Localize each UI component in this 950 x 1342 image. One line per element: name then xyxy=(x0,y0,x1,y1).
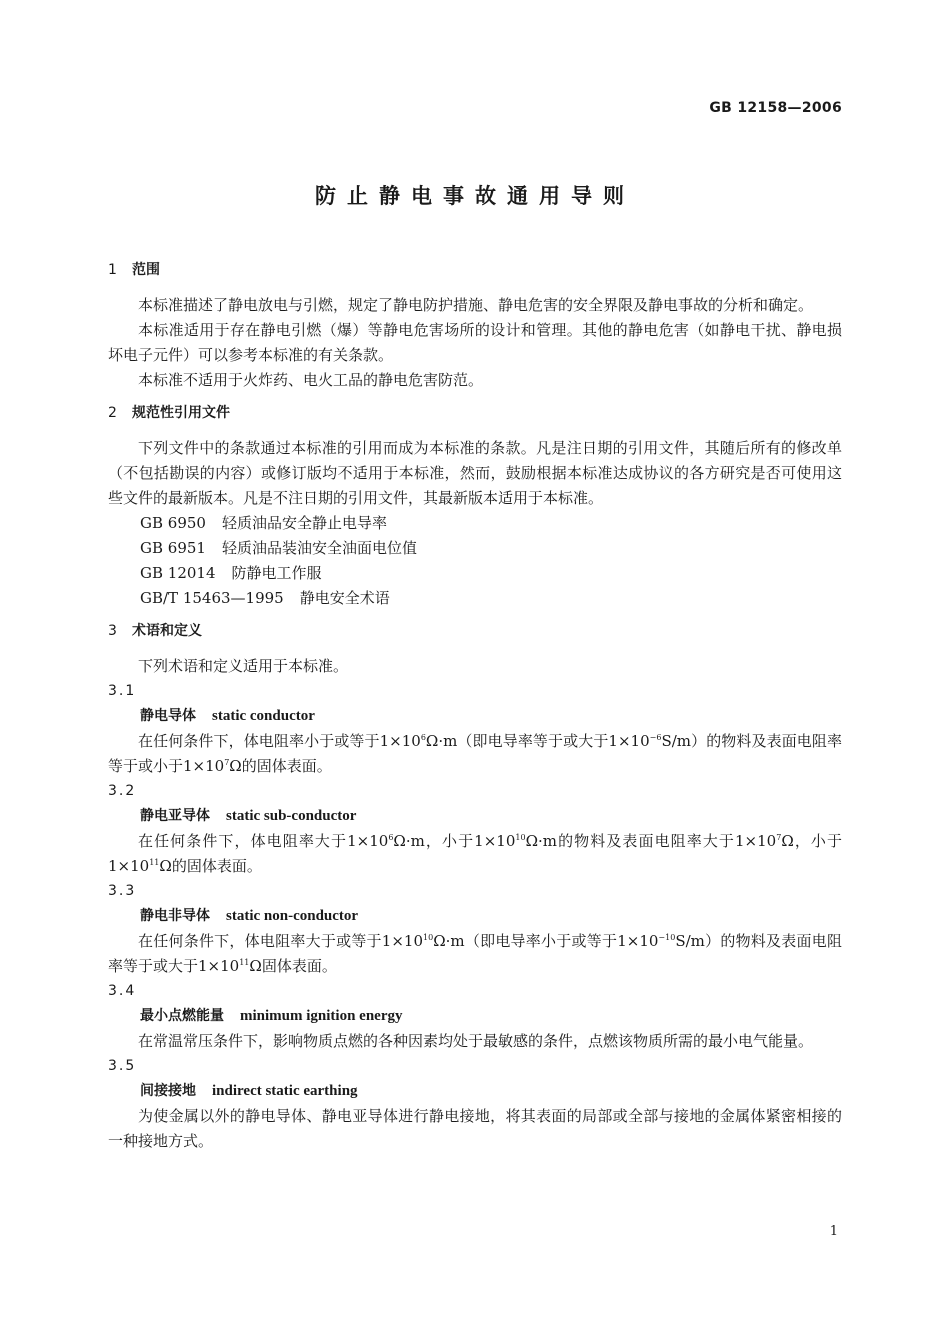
term-zh: 间接接地 xyxy=(140,1083,196,1099)
document-body xyxy=(108,258,842,1154)
section-number: 3 xyxy=(108,623,117,639)
term-definition: 在任何条件下，体电阻率大于或等于$1\times 10^{10}\Omega\cdot m$（即电导率小于或等于$1\times 10^{-10}S/m$）的物料及表面电阻率等于或大于$1\times 10^{11}\Omega$固体表面。 xyxy=(108,932,842,975)
paragraph: 下列术语和定义适用于本标准。 xyxy=(138,657,349,675)
paragraph: 本标准不适用于火炸药、电火工品的静电危害防范。 xyxy=(138,371,484,389)
term-definition: 在任何条件下，体电阻率大于$1\times 10^6\Omega\cdot m$，小于$1\times 10^{10}\Omega\cdot m$的物料及表面电阻率大于$1\times 10^7\Omega$，小于$1\times 10^{11}\Omega$的固体表面。 xyxy=(108,832,843,875)
term-definition: 为使金属以外的静电导体、静电亚导体进行静电接地，将其表面的局部或全部与接地的金属体紧密相接的一种接地方式。 xyxy=(108,1107,842,1150)
term-heading xyxy=(108,1004,842,1029)
paragraph: 本标准适用于存在静电引燃（爆）等静电危害场所的设计和管理。其他的静电危害（如静电干扰、静电损坏电子元件）可以参考本标准的有关条款。 xyxy=(108,321,842,364)
standard-code: GB 12158—2006 xyxy=(709,100,842,116)
section-heading-2 xyxy=(108,401,842,426)
term-zh: 最小点燃能量 xyxy=(140,1008,224,1024)
reference-code: GB 6950 xyxy=(140,514,206,532)
term-heading xyxy=(108,1079,842,1104)
term-definition: 在常温常压条件下，影响物质点燃的各种因素均处于最敏感的条件，点燃该物质所需的最小电气能量。 xyxy=(138,1032,814,1050)
reference-code: GB/T 15463—1995 xyxy=(140,589,284,607)
reference-item xyxy=(108,561,842,586)
term-en: minimum ignition energy xyxy=(240,1008,403,1024)
term-heading xyxy=(108,904,842,929)
term-number: 3.5 xyxy=(108,1058,137,1074)
term-en: indirect static earthing xyxy=(212,1083,358,1099)
term-en: static sub-conductor xyxy=(226,808,357,824)
term-heading xyxy=(108,704,842,729)
paragraph: 本标准描述了静电放电与引燃，规定了静电防护措施、静电危害的安全界限及静电事故的分析和确定。 xyxy=(138,296,814,314)
term-number: 3.1 xyxy=(108,683,137,699)
term-number: 3.2 xyxy=(108,783,137,799)
reference-title: 静电安全术语 xyxy=(299,589,390,607)
term-en: static non-conductor xyxy=(226,908,359,924)
reference-item xyxy=(108,511,842,536)
reference-item xyxy=(108,586,842,611)
term-number: 3.4 xyxy=(108,983,137,999)
term-zh: 静电亚导体 xyxy=(140,808,210,824)
reference-title: 轻质油品装油安全油面电位值 xyxy=(221,539,417,557)
page-number: 1 xyxy=(829,1224,838,1239)
term-heading xyxy=(108,804,842,829)
reference-code: GB 12014 xyxy=(140,564,216,582)
term-zh: 静电导体 xyxy=(140,708,196,724)
reference-code: GB 6951 xyxy=(140,539,206,557)
section-number: 1 xyxy=(108,262,117,278)
section-heading-3 xyxy=(108,619,842,644)
term-definition: 在任何条件下，体电阻率小于或等于$1\times 10^6\Omega\cdot m$（即电导率等于或大于$1\times 10^{-6}S/m$）的物料及表面电阻率等于或小于$1\times 10^7\Omega$的固体表面。 xyxy=(108,732,842,775)
section-title: 范围 xyxy=(132,262,160,278)
section-heading-1 xyxy=(108,258,842,283)
term-en: static conductor xyxy=(212,708,315,724)
term-number: 3.3 xyxy=(108,883,137,899)
paragraph: 下列文件中的条款通过本标准的引用而成为本标准的条款。凡是注日期的引用文件，其随后所有的修改单（不包括勘误的内容）或修订版均不适用于本标准，然而，鼓励根据本标准达成协议的各方研究是否可使用这些文件的最新版本。凡是不注日期的引用文件，其最新版本适用于本标准。 xyxy=(108,439,842,507)
reference-title: 防静电工作服 xyxy=(231,564,322,582)
term-zh: 静电非导体 xyxy=(140,908,210,924)
reference-title: 轻质油品安全静止电导率 xyxy=(221,514,387,532)
document-title: 防止静电事故通用导则 xyxy=(315,184,635,208)
reference-item xyxy=(108,536,842,561)
section-title: 术语和定义 xyxy=(132,623,202,639)
section-number: 2 xyxy=(108,405,117,421)
section-title: 规范性引用文件 xyxy=(132,405,230,421)
